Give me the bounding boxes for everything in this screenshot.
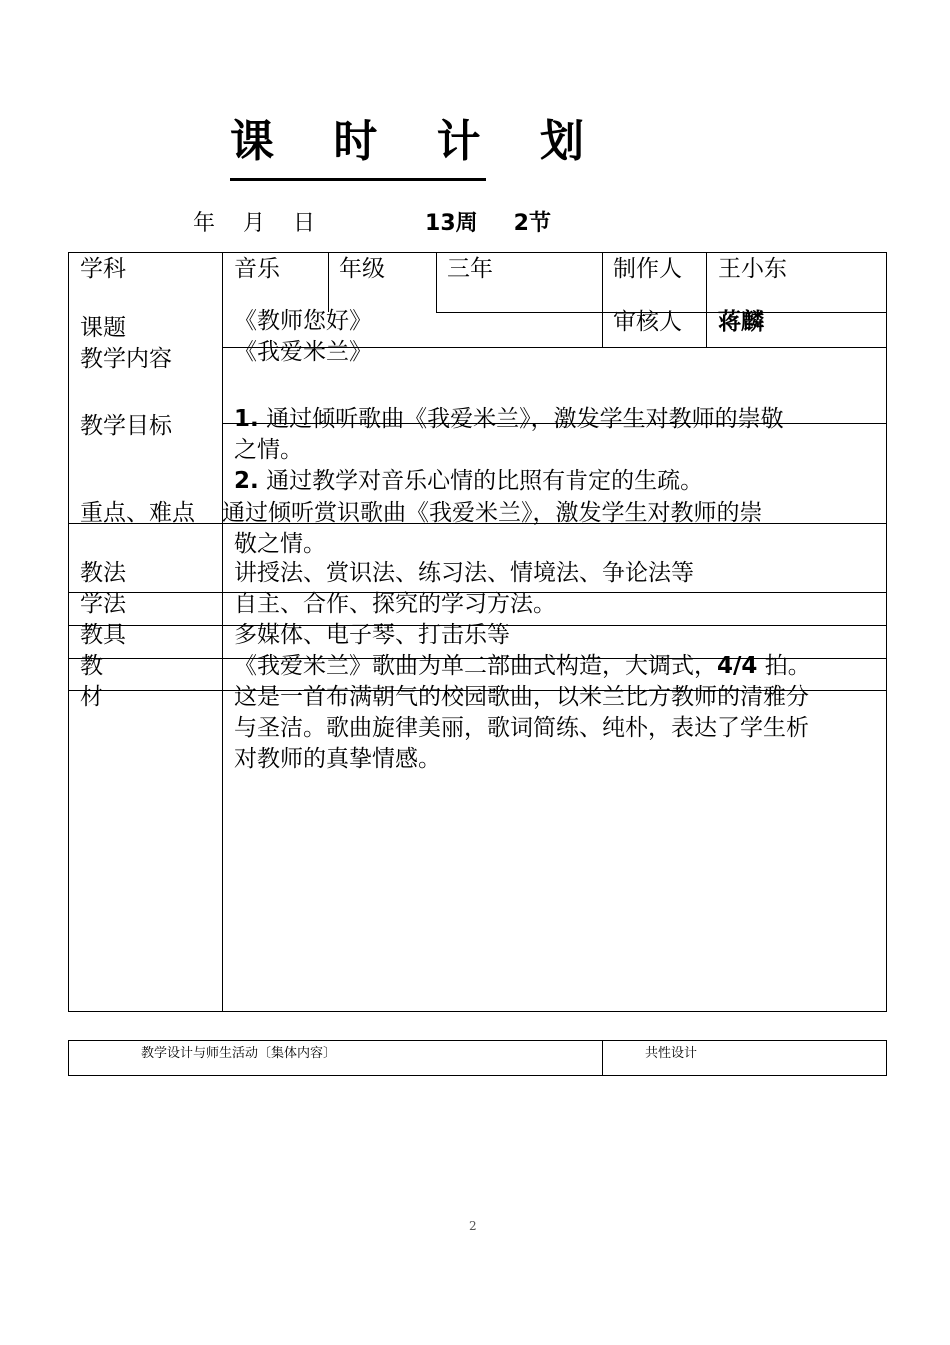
keypoints-line-1: 通过倾听赏识歌曲《我爱米兰》，激发学生对教师的崇: [222, 500, 763, 526]
maker-label: 制作人: [613, 256, 682, 282]
col-divider: [706, 252, 707, 347]
goals-label: 教学目标: [80, 413, 172, 439]
keypoints-label: 重点、难点: [80, 500, 195, 526]
subject-value: 音乐: [234, 256, 280, 282]
goal-2-number: 2.: [234, 468, 259, 494]
table-border-top: [68, 252, 887, 253]
col-divider: [602, 252, 603, 347]
goal-1-line-1: [234, 404, 784, 435]
goal-2: [234, 466, 703, 497]
table-border-left: [68, 252, 69, 1012]
material-line-2: 这是一首布满朝气的校园歌曲，以米兰比方教师的清雅分: [234, 684, 809, 710]
dateline-day: 日: [293, 211, 316, 236]
topic-value: 《教师您好》: [234, 308, 372, 334]
material-label-2: 材: [80, 684, 103, 710]
bottom-table-top: [68, 1040, 887, 1041]
material-line-4: 对教师的真挚情感。: [234, 746, 441, 772]
goal-2-text: 通过教学对音乐心情的比照有肯定的生疏。: [266, 468, 704, 494]
content-label: 教学内容: [80, 346, 172, 372]
keypoints-line-2: 敬之情。: [234, 531, 326, 557]
reviewer-label: 审核人: [613, 309, 682, 335]
reviewer-value: 蒋麟: [718, 309, 764, 335]
bottom-right-header: 共性设计: [645, 1046, 698, 1061]
goal-1-text: 通过倾听歌曲《我爱米兰》，激发学生对教师的崇敬: [266, 406, 784, 432]
material-line-3: 与圣洁。歌曲旋律美丽，歌词简练、纯朴，表达了学生析: [234, 715, 809, 741]
dateline-week: 13周: [425, 211, 478, 236]
method-value: 讲授法、赏识法、练习法、情境法、争论法等: [234, 560, 694, 586]
col-divider: [436, 252, 437, 312]
table-border-right: [886, 252, 887, 1012]
grade-label: 年级: [339, 256, 385, 282]
grade-value: 三年: [447, 256, 493, 282]
topic-label: 课题: [80, 315, 126, 341]
dateline: [193, 206, 551, 237]
dateline-year: 年: [193, 211, 216, 236]
study-label: 学法: [80, 591, 126, 617]
bottom-table-divider: [602, 1040, 603, 1076]
material-line-1-text: 《我爱米兰》歌曲为单二部曲式构造，大调式，: [234, 653, 717, 679]
tools-value: 多媒体、电子琴、打击乐等: [234, 622, 510, 648]
subject-label: 学科: [80, 256, 126, 282]
dateline-section: 2节: [513, 211, 551, 236]
material-line-1-end: 拍。: [764, 653, 811, 679]
maker-value: 王小东: [718, 256, 787, 282]
material-line-1: [234, 651, 811, 682]
col-divider: [328, 252, 329, 312]
title-underline: [230, 178, 486, 181]
page-title: 课 时 计 划: [230, 116, 606, 167]
material-label-1: 教: [80, 653, 103, 679]
material-time-signature: 4/4: [717, 653, 758, 679]
bottom-table-bottom: [68, 1075, 887, 1076]
bottom-left-header: 教学设计与师生活动〔集体内容〕: [141, 1046, 337, 1061]
label-column-divider: [222, 252, 223, 1012]
page-number: 2: [469, 1219, 477, 1233]
table-border-bottom: [68, 1011, 887, 1012]
bottom-table-right: [886, 1040, 887, 1076]
method-label: 教法: [80, 560, 126, 586]
bottom-table-left: [68, 1040, 69, 1076]
dateline-month: 月: [243, 211, 266, 236]
tools-label: 教具: [80, 622, 126, 648]
study-value: 自主、合作、探究的学习方法。: [234, 591, 556, 617]
goal-1-number: 1.: [234, 406, 259, 432]
content-value: 《我爱米兰》: [234, 339, 372, 365]
goal-1-line-2: 之情。: [234, 437, 303, 463]
